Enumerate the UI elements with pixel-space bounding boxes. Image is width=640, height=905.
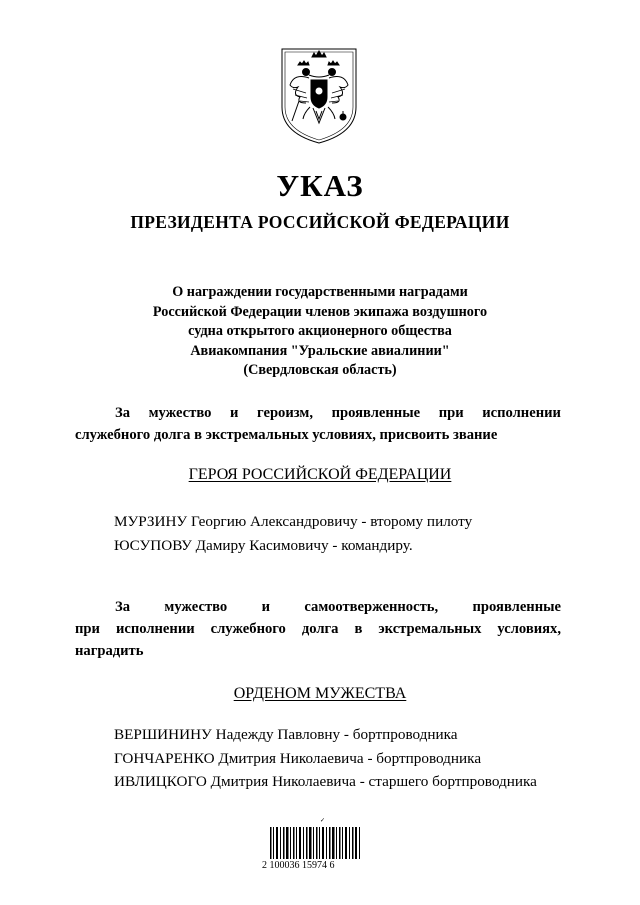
barcode-icon — [262, 812, 382, 882]
paragraph-line: служебного долга в экстремальных условиях, присвоить звание — [75, 427, 498, 443]
subject-line: Авиакомпания "Уральские авиалинии" — [190, 342, 450, 359]
award-title-courage: ОРДЕНОМ МУЖЕСТВА — [233, 685, 407, 702]
recipient-entry: ВЕРШИНИНУ Надежду Павловну - бортпроводника — [114, 726, 458, 743]
recipients-list — [114, 510, 472, 557]
section2-paragraph — [75, 596, 561, 662]
paragraph-line: За мужество и героизм, проявленные при исполнении — [115, 405, 561, 421]
recipient-entry: МУРЗИНУ Георгию Александровичу - второму пилоту — [114, 513, 473, 530]
recipient-entry: ЮСУПОВУ Дамиру Касимовичу - командиру. — [114, 536, 413, 554]
subject-line: О награждении государственными наградами — [172, 284, 468, 300]
paragraph-line: при исполнении служебного долга в экстремальных условиях, — [75, 621, 561, 637]
subject-line: Российской Федерации членов экипажа воздушного — [152, 303, 488, 320]
subject-line: судна открытого акционерного общества — [188, 323, 452, 339]
paragraph-line: За мужество и самоотверженность, проявленные — [115, 599, 561, 615]
subject-line: (Свердловская область) — [243, 362, 397, 378]
paragraph-line: наградить — [75, 643, 144, 659]
svg-text:✓: ✓ — [320, 818, 326, 824]
recipient-entry: ИВЛИЦКОГО Дмитрия Николаевича - старшего бортпроводника — [114, 773, 537, 790]
section1-paragraph — [75, 402, 561, 446]
award-title-hero: ГЕРОЯ РОССИЙСКОЙ ФЕДЕРАЦИИ — [188, 466, 452, 483]
recipient-entry: ГОНЧАРЕНКО Дмитрия Николаевича - бортпроводника — [114, 749, 482, 767]
decree-issuer: ПРЕЗИДЕНТА РОССИЙСКОЙ ФЕДЕРАЦИИ — [130, 212, 510, 232]
barcode-number: 2 100036 15974 6 — [262, 860, 335, 871]
recipients-list — [114, 723, 537, 794]
decree-title: УКАЗ — [276, 168, 364, 203]
decree-subject — [90, 283, 550, 381]
coat-of-arms-icon — [276, 45, 362, 145]
